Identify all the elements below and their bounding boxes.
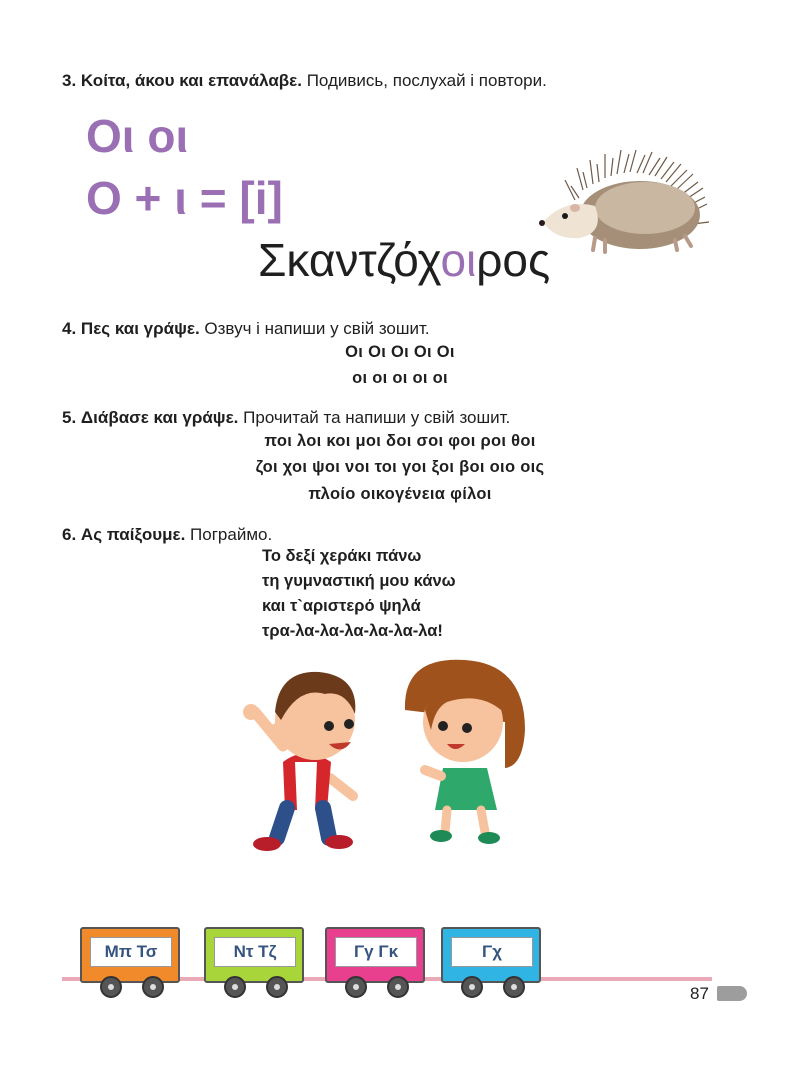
task-6-heading xyxy=(62,524,272,546)
task-title-ukrainian: Подивись, послухай і повтори. xyxy=(306,71,547,90)
wagon-wheel xyxy=(387,976,409,998)
syllable-line: οι οι οι οι οι xyxy=(352,369,448,387)
train-wagon xyxy=(80,927,180,983)
train-wagon xyxy=(325,927,425,983)
girl-figure xyxy=(405,660,525,844)
word-highlight: οι xyxy=(440,234,477,286)
sound-rule: Ο + ι = [i] xyxy=(86,172,283,224)
syllable-line: ποι λοι κοι μοι δοι σοι φοι ροι θοι xyxy=(264,432,536,450)
wheel-hub xyxy=(232,984,238,990)
task-number: 4. xyxy=(62,319,77,338)
page-tab-marker xyxy=(717,986,747,1001)
wheel-hub xyxy=(274,984,280,990)
task-5-heading xyxy=(62,407,510,429)
dancing-children-illustration xyxy=(235,650,545,855)
wagon-wheel xyxy=(224,976,246,998)
wagon-wheel xyxy=(142,976,164,998)
task-3-heading xyxy=(62,70,547,92)
word-part: Σκαντζόχ xyxy=(258,234,441,286)
wheel-hub xyxy=(150,984,156,990)
wheel-hub xyxy=(353,984,359,990)
task-title-ukrainian: Пограймо. xyxy=(190,525,273,544)
poem-line: Το δεξί χεράκι πάνω xyxy=(262,547,422,565)
task-title-greek: Ας παίξουμε. xyxy=(80,525,186,544)
wagon-label: Μπ Τσ xyxy=(90,937,172,967)
task-title-ukrainian: Прочитай та напиши у свій зошит. xyxy=(243,408,511,427)
syllable-line: Οι Οι Οι Οι Οι xyxy=(345,343,455,361)
task-title-greek: Κοίτα, άκου και επανάλαβε. xyxy=(80,71,302,90)
wagon-label: Ντ Τζ xyxy=(214,937,296,967)
wagon-label: Γχ xyxy=(451,937,533,967)
task-number: 6. xyxy=(62,525,77,544)
wheel-hub xyxy=(511,984,517,990)
hedgehog-illustration xyxy=(535,140,710,255)
wheel-hub xyxy=(108,984,114,990)
task-number: 3. xyxy=(62,71,77,90)
train-wagon xyxy=(204,927,304,983)
syllable-line: ζοι χοι ψοι νοι τοι γοι ξοι βοι οιο οις xyxy=(255,458,545,476)
page-number: 87 xyxy=(690,984,709,1003)
task-4-heading xyxy=(62,318,430,340)
wagon-label: Γγ Γκ xyxy=(335,937,417,967)
poem-line: τη γυμναστική μου κάνω xyxy=(262,572,456,590)
train-wagon xyxy=(441,927,541,983)
task-number: 5. xyxy=(62,408,77,427)
example-word xyxy=(258,233,550,287)
task-title-greek: Διάβασε και γράψε. xyxy=(80,408,239,427)
wagon-wheel xyxy=(100,976,122,998)
poem xyxy=(262,544,456,644)
word-part: ρος xyxy=(476,234,551,286)
wheel-hub xyxy=(469,984,475,990)
word-line: πλοίο οικογένεια φίλοι xyxy=(308,485,492,503)
wagon-wheel xyxy=(266,976,288,998)
boy-figure xyxy=(243,672,355,851)
wheel-hub xyxy=(395,984,401,990)
task-title-greek: Πες και γράψε. xyxy=(80,319,200,338)
poem-line: τρα-λα-λα-λα-λα-λα-λα! xyxy=(262,622,443,640)
wagon-wheel xyxy=(461,976,483,998)
letter-pair: Οι οι xyxy=(86,110,189,162)
wagon-wheel xyxy=(345,976,367,998)
poem-line: και τ`αριστερό ψηλά xyxy=(262,597,421,615)
task-title-ukrainian: Озвуч і напиши у свій зошит. xyxy=(204,319,430,338)
wagon-wheel xyxy=(503,976,525,998)
